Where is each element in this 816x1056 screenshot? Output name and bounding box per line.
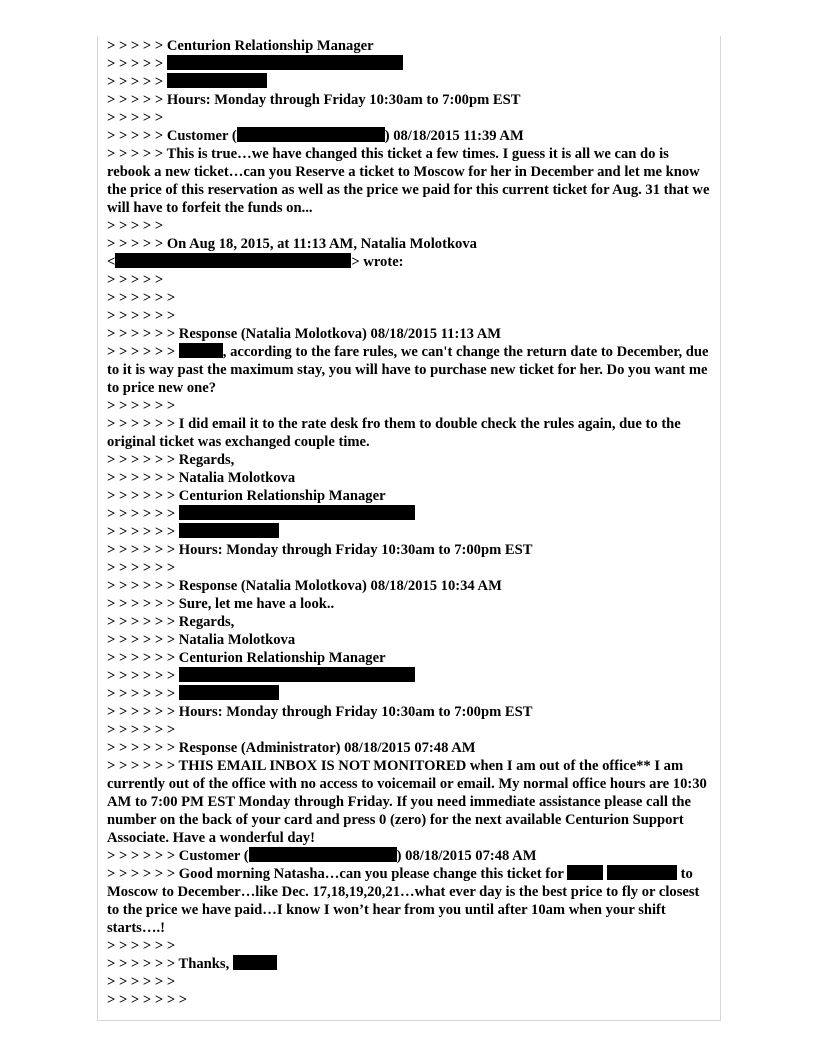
customer-header-line: > > > > > > Customer ( ) 08/18/2015 07:48 AM [107,848,537,864]
redaction-bar [179,685,279,700]
quote-line: > > > > > > [107,398,176,414]
signature-name-line: > > > > > > Natalia Molotkova [107,470,296,486]
redaction-bar [179,343,223,358]
response-header-line: > > > > > > Response (Natalia Molotkova) 08/18/2015 11:13 AM [107,326,502,342]
quote-line: > > > > > > [107,938,176,954]
message-paragraph: > > > > > This is true…we have changed this ticket a few times. I guess it is all we can do is rebook a new ticket…can you Reserve a ticket to Moscow for her in December and let me know the price of this reservation as well as the price we paid for this current ticket for Aug. 31 that we will have to forfeit the funds on... [107,146,710,216]
message-paragraph: > > > > > > Good morning Natasha…can you please change this ticket for to Moscow to December…like Dec. 17,18,19,20,21…what ever day is the best price to fly or closest to the price we have paid…I know I won’t hear from you until after 10am when your shift starts….! [107,866,700,936]
message-paragraph: > > > > > > , according to the fare rules, we can't change the return date to December, due to it is way past the maximum stay, you will have to purchase new ticket for her. Do you want me to price new one? [107,344,709,396]
signature-title-line: > > > > > > Centurion Relationship Manager [107,650,386,666]
customer-header-line: > > > > > Customer ( ) 08/18/2015 11:39 AM [107,128,524,144]
redaction-bar [167,55,403,70]
redacted-line: > > > > > > [107,667,711,685]
message-paragraph: > > > > > > I did email it to the rate desk fro them to double check the rules again, due to the original ticket was exchanged couple time. [107,416,681,450]
signature-line: > > > > > > Regards, [107,614,235,630]
redacted-line: > > > > > [107,73,711,91]
quote-line: > > > > > [107,110,164,126]
email-address-line: < > wrote: [107,254,404,270]
quote-line: > > > > > [107,218,164,234]
redacted-line: > > > > > > [107,505,711,523]
redacted-line: > > > > > [107,55,711,73]
email-thread [107,37,711,1009]
reply-header-line: > > > > > On Aug 18, 2015, at 11:13 AM, Natalia Molotkova [107,236,477,252]
quote-line: > > > > > > [107,290,176,306]
message-paragraph: > > > > > > Sure, let me have a look.. [107,596,335,612]
message-paragraph: > > > > > > THIS EMAIL INBOX IS NOT MONITORED when I am out of the office** I am currently out of the office with no access to voicemail or email. My normal office hours are 10:30 AM to 7:00 PM EST Monday through Friday. If you need immediate assistance please call the number on the back of your card and press 0 (zero) for the next available Centurion Support Associate. Have a wonderful day! [107,758,707,846]
quote-line: > > > > > [107,272,164,288]
redacted-line: > > > > > > [107,523,711,541]
redaction-bar [179,523,279,538]
redaction-bar [167,73,267,88]
response-header-line: > > > > > > Response (Administrator) 08/18/2015 07:48 AM [107,740,476,756]
hours-line: > > > > > > Hours: Monday through Friday 10:30am to 7:00pm EST [107,542,533,558]
signature-line: > > > > > > Regards, [107,452,235,468]
quote-line: > > > > > > [107,560,176,576]
redaction-bar [179,667,415,682]
redaction-bar [237,127,385,142]
redaction-bar [115,253,351,268]
hours-line: > > > > > > Hours: Monday through Friday 10:30am to 7:00pm EST [107,704,533,720]
quote-line: > > > > > > [107,974,176,990]
signature-title-line: > > > > > > Centurion Relationship Manager [107,488,386,504]
signature-title-line: > > > > > Centurion Relationship Manager [107,38,374,54]
quote-line: > > > > > > [107,308,176,324]
redaction-bar [249,847,397,862]
thanks-line: > > > > > > Thanks, [107,955,711,973]
response-header-line: > > > > > > Response (Natalia Molotkova) 08/18/2015 10:34 AM [107,578,502,594]
redaction-bar [179,505,415,520]
redaction-bar [607,865,677,880]
quote-line: > > > > > > [107,722,176,738]
redaction-bar [233,955,277,970]
redacted-line: > > > > > > [107,685,711,703]
hours-line: > > > > > Hours: Monday through Friday 10:30am to 7:00pm EST [107,92,521,108]
redaction-bar [567,865,603,880]
quote-line: > > > > > > > [107,992,188,1008]
signature-name-line: > > > > > > Natalia Molotkova [107,632,296,648]
